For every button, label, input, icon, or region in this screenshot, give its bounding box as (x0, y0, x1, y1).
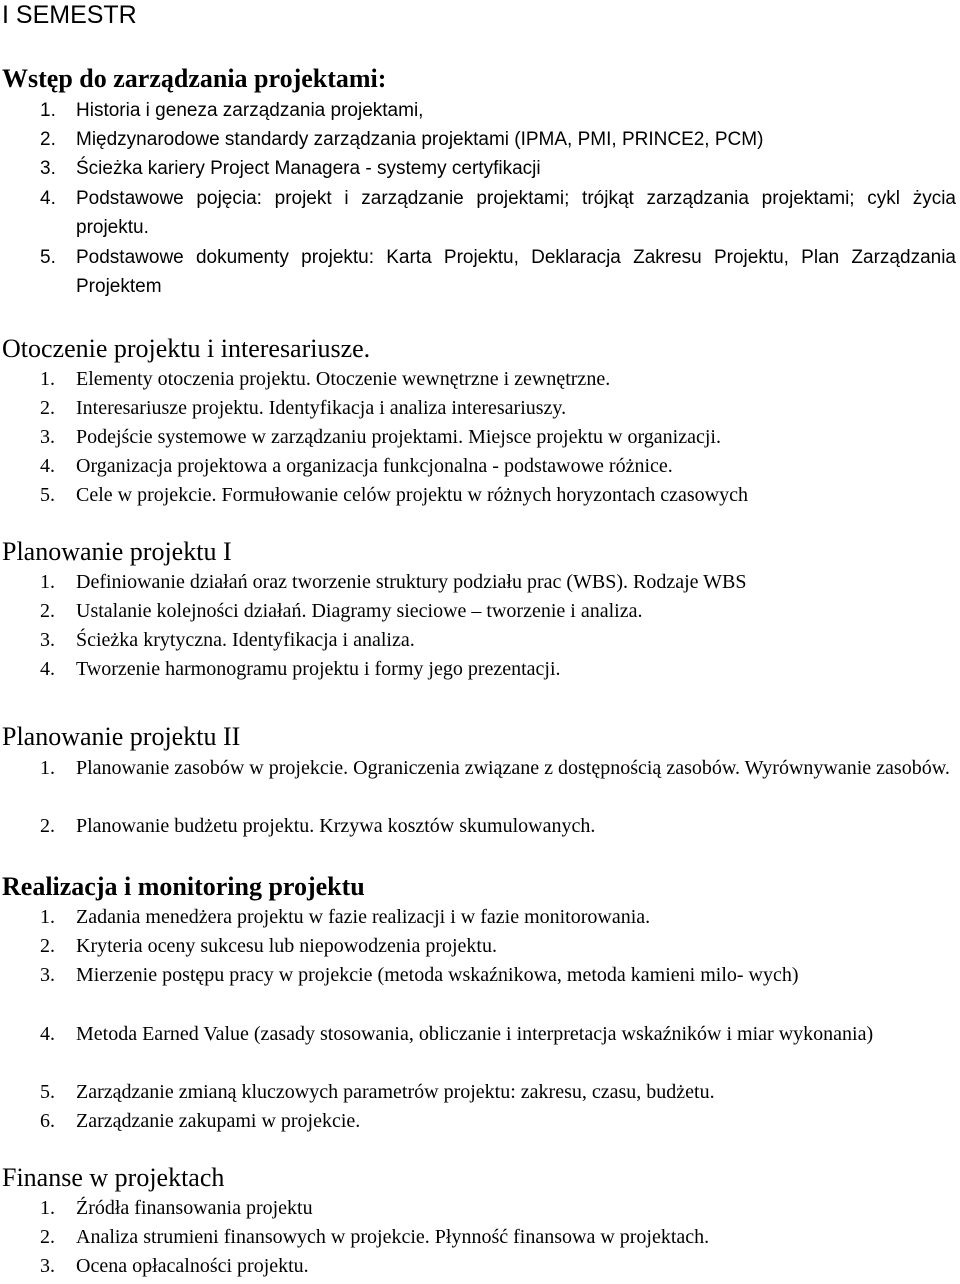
item-number: 6. (40, 1110, 55, 1132)
section-heading-environment: Otoczenie projektu i interesariusze. (2, 334, 371, 363)
item-text: Międzynarodowe standardy zarządzania projektami (IPMA, PMI, PRINCE2, PCM) (76, 129, 764, 150)
item-number: 4. (40, 658, 55, 680)
item-number: 3. (40, 1255, 55, 1277)
list-item (40, 1194, 956, 1223)
item-text: Ocena opłacalności projektu. (76, 1255, 309, 1277)
item-text: Mierzenie postępu pracy w projekcie (metoda wskaźnikowa, metoda kamieni milo- wych) (76, 964, 799, 986)
page-title: I SEMESTR (2, 1, 137, 29)
item-text: Zadania menedżera projektu w fazie realizacji i w fazie monitorowania. (76, 906, 651, 928)
item-text: Ścieżka krytyczna. Identyfikacja i analiza. (76, 629, 415, 651)
item-text: Ustalanie kolejności działań. Diagramy sieciowe – tworzenie i analiza. (76, 600, 643, 622)
list-item (40, 812, 956, 841)
item-number: 1. (40, 100, 56, 121)
item-number: 1. (40, 1197, 55, 1219)
item-text: Cele w projekcie. Formułowanie celów projektu w różnych horyzontach czasowych (76, 484, 748, 506)
item-text: Zarządzanie zmianą kluczowych parametrów projektu: zakresu, czasu, budżetu. (76, 1081, 715, 1103)
item-number: 3. (40, 426, 55, 448)
item-text: Planowanie budżetu projektu. Krzywa kosztów skumulowanych. (76, 815, 596, 837)
item-number: 3. (40, 158, 56, 179)
item-number: 2. (40, 1226, 55, 1248)
item-text: Metoda Earned Value (zasady stosowania, obliczanie i interpretacja wskaźników i miar wykonania) (76, 1023, 874, 1045)
item-text: Elementy otoczenia projektu. Otoczenie wewnętrzne i zewnętrzne. (76, 368, 611, 390)
list-item (40, 1107, 956, 1136)
item-number: 2. (40, 600, 55, 622)
item-number: 3. (40, 964, 55, 986)
item-number: 1. (40, 368, 55, 390)
list-item (40, 481, 956, 510)
item-number: 2. (40, 935, 55, 957)
list-item (40, 243, 956, 301)
section-heading-planning-1: Planowanie projektu I (2, 537, 232, 566)
item-number: 5. (40, 484, 55, 506)
list-item (40, 626, 956, 655)
list-item (40, 754, 956, 783)
list-item (40, 568, 956, 597)
item-number: 4. (40, 455, 55, 477)
item-number: 1. (40, 571, 55, 593)
list-item (40, 394, 956, 423)
list-item (40, 154, 956, 183)
item-number: 5. (40, 247, 56, 268)
list-item (40, 655, 956, 684)
item-text: Podstawowe dokumenty projektu: Karta Projektu, Deklaracja Zakresu Projektu, Plan Zarządzania Projektem (76, 247, 956, 297)
item-text: Tworzenie harmonogramu projektu i formy jego prezentacji. (76, 658, 561, 680)
item-number: 1. (40, 906, 55, 928)
list-item (40, 932, 956, 961)
list-item (40, 96, 956, 125)
item-text: Definiowanie działań oraz tworzenie struktury podziału prac (WBS). Rodzaje WBS (76, 571, 747, 593)
item-number: 2. (40, 397, 55, 419)
list-item (40, 125, 956, 154)
item-text: Planowanie zasobów w projekcie. Ograniczenia związane z dostępnością zasobów. Wyrównywanie zasobów. (76, 757, 950, 779)
item-text: Organizacja projektowa a organizacja funkcjonalna - podstawowe różnice. (76, 455, 673, 477)
list-item (40, 1020, 956, 1049)
item-number: 4. (40, 1023, 55, 1045)
list-item (40, 903, 956, 932)
item-number: 2. (40, 815, 55, 837)
item-number: 4. (40, 188, 56, 209)
item-text: Podejście systemowe w zarządzaniu projektami. Miejsce projektu w organizacji. (76, 426, 721, 448)
item-number: 1. (40, 757, 55, 779)
list-item (40, 423, 956, 452)
list-item (40, 1078, 956, 1107)
item-text: Historia i geneza zarządzania projektami, (76, 100, 424, 121)
item-number: 5. (40, 1081, 55, 1103)
section-heading-intro: Wstęp do zarządzania projektami: (2, 64, 387, 93)
section-heading-finance: Finanse w projektach (2, 1163, 225, 1192)
list-item (40, 452, 956, 481)
section-heading-execution: Realizacja i monitoring projektu (2, 872, 365, 901)
item-text: Interesariusze projektu. Identyfikacja i analiza interesariuszy. (76, 397, 567, 419)
item-number: 3. (40, 629, 55, 651)
list-item (40, 597, 956, 626)
list-item (40, 1252, 956, 1281)
section-heading-planning-2: Planowanie projektu II (2, 722, 241, 751)
item-text: Kryteria oceny sukcesu lub niepowodzenia projektu. (76, 935, 497, 957)
item-text: Ścieżka kariery Project Managera - systemy certyfikacji (76, 158, 541, 179)
item-text: Podstawowe pojęcia: projekt i zarządzanie projektami; trójkąt zarządzania projektami; cykl życia projektu. (76, 188, 956, 238)
item-text: Zarządzanie zakupami w projekcie. (76, 1110, 361, 1132)
list-item (40, 961, 956, 990)
list-item (40, 1223, 956, 1252)
item-text: Analiza strumieni finansowych w projekcie. Płynność finansowa w projektach. (76, 1226, 710, 1248)
list-item (40, 184, 956, 242)
list-item (40, 365, 956, 394)
item-number: 2. (40, 129, 56, 150)
item-text: Źródła finansowania projektu (76, 1197, 313, 1219)
